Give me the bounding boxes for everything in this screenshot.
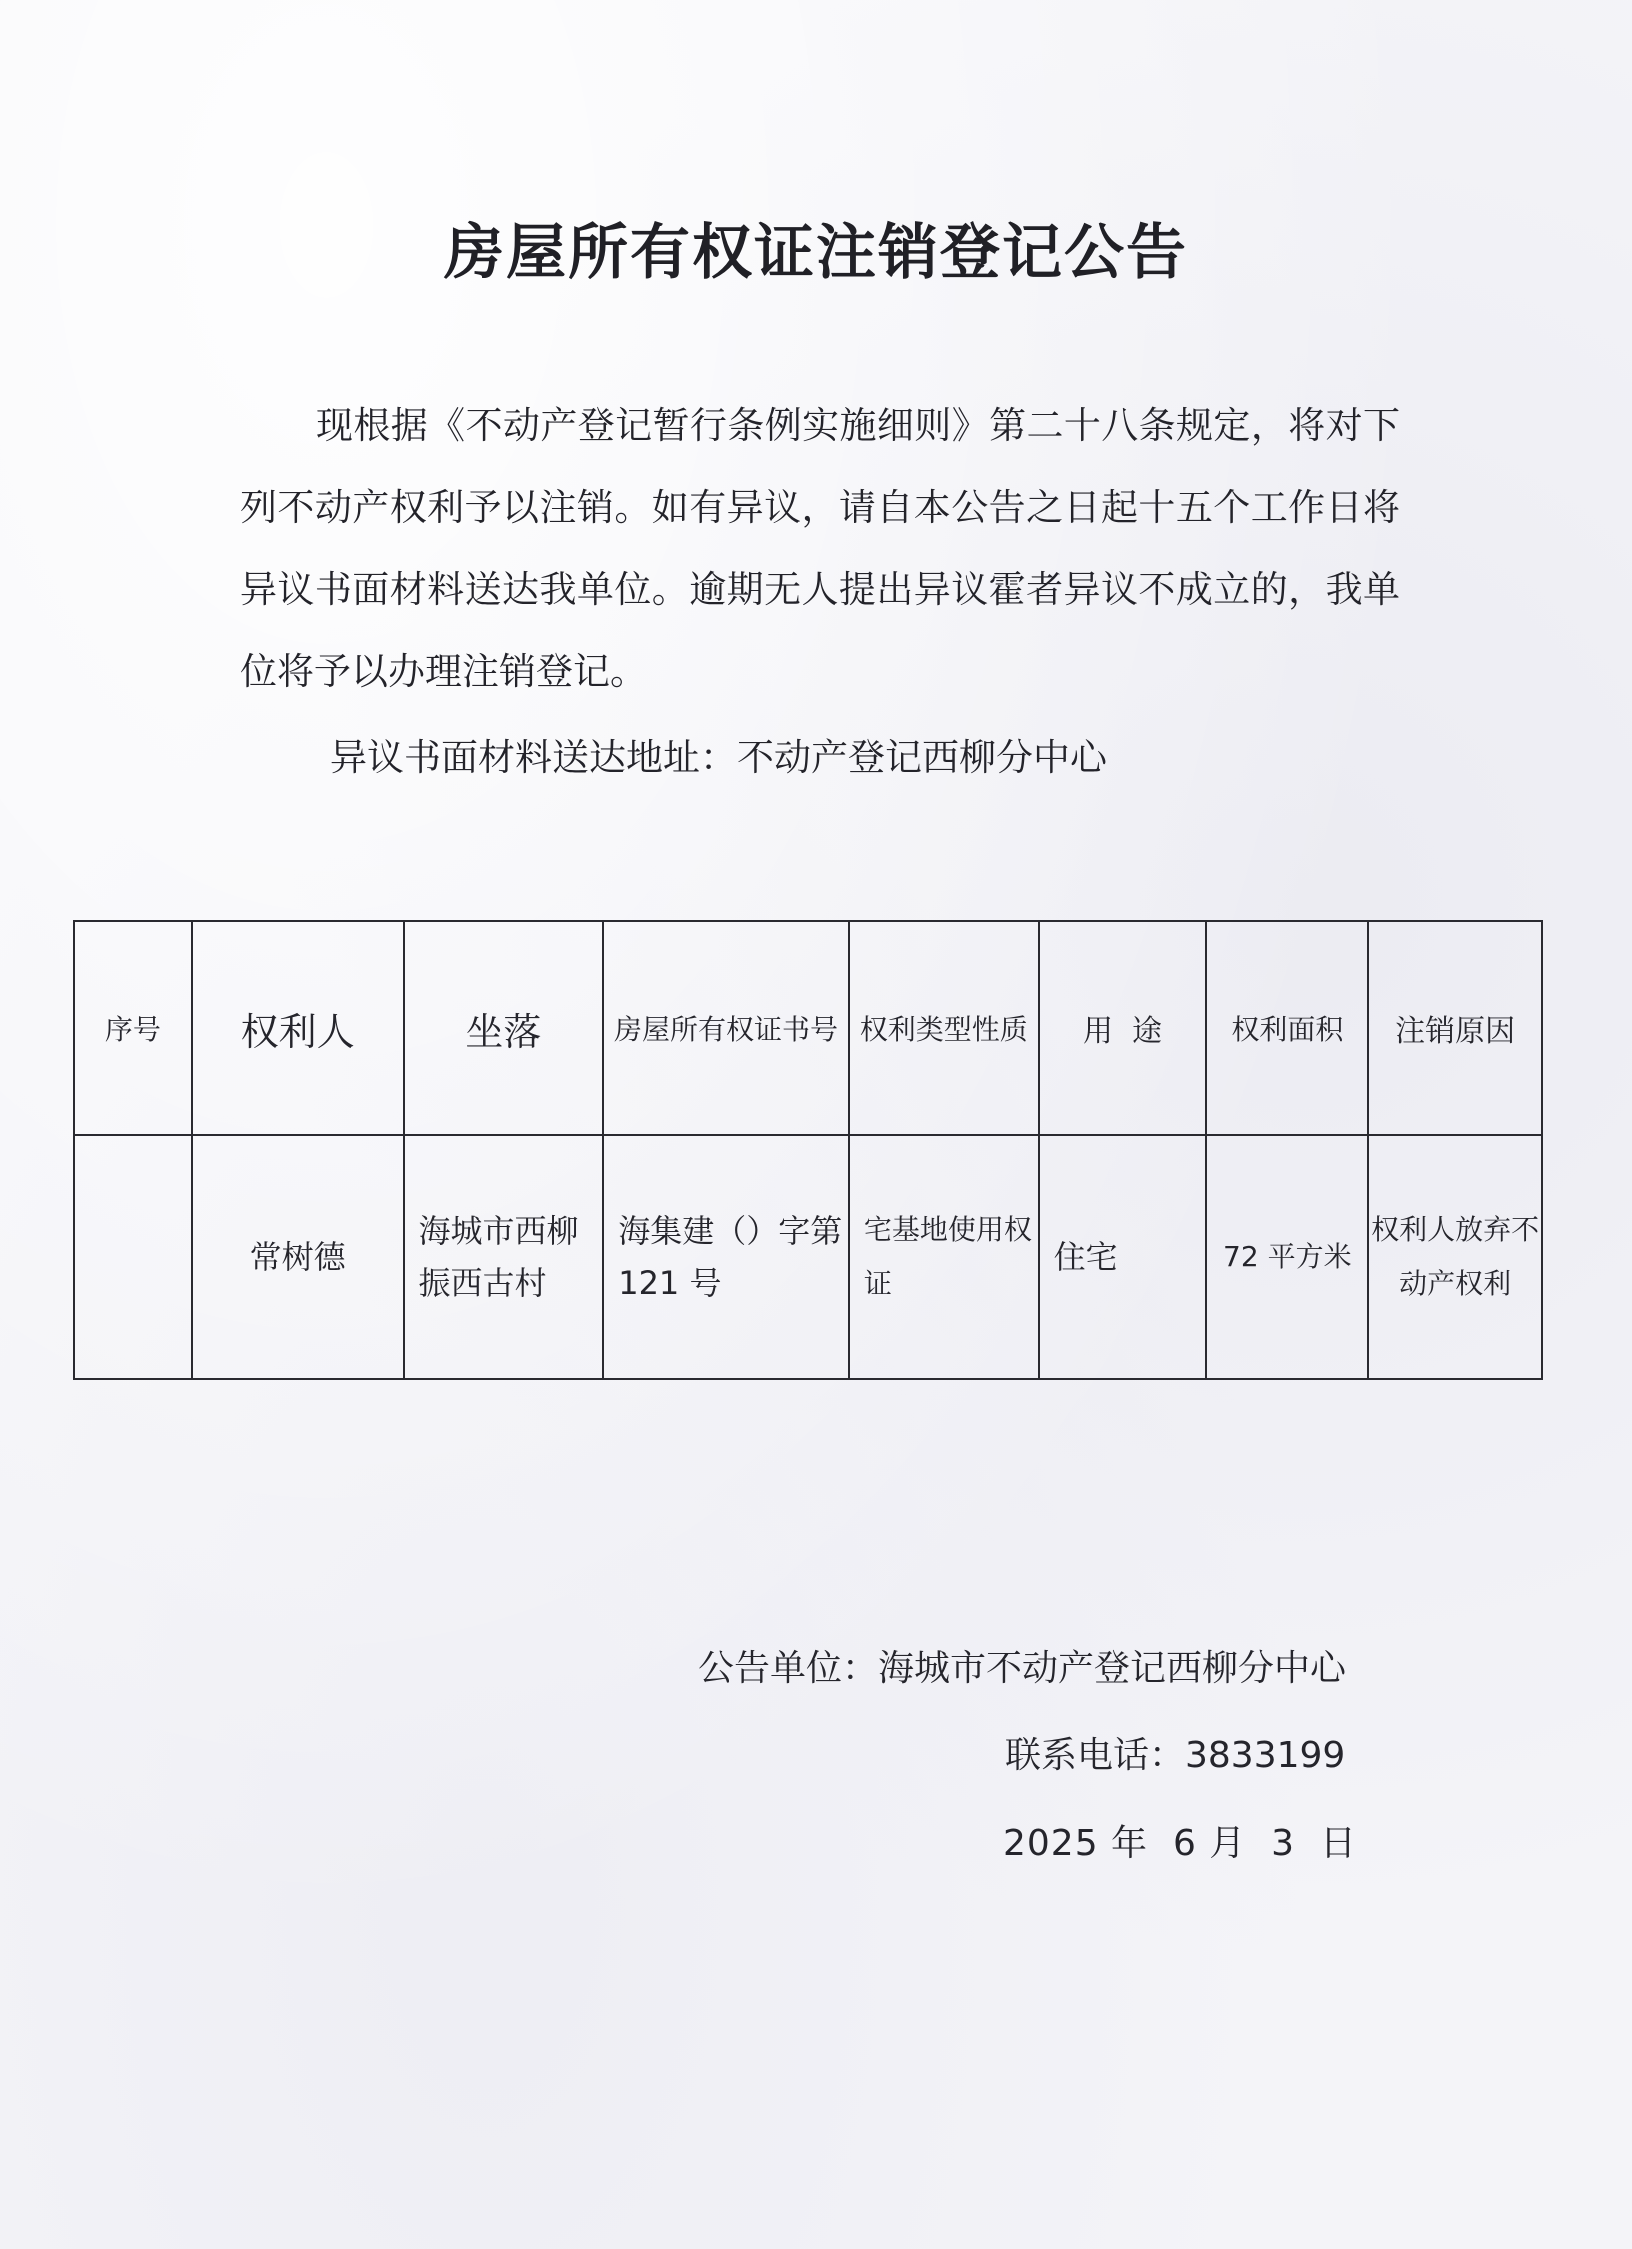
issuing-unit: 公告单位：海城市不动产登记西柳分中心 [698, 1648, 1347, 1689]
objection-address: 异议书面材料送达地址：不动产登记西柳分中心 [330, 736, 1107, 779]
cell-certificate: 海集建（）字第 121 号 [603, 1135, 849, 1379]
header-usage: 用 途 [1039, 921, 1207, 1135]
contact-phone: 联系电话：3833199 [1005, 1735, 1346, 1776]
cell-holder: 常树德 [192, 1135, 404, 1379]
table-header-row [74, 921, 1542, 1135]
header-certificate: 房屋所有权证书号 [603, 921, 849, 1135]
cell-usage: 住宅 [1039, 1135, 1207, 1379]
header-reason: 注销原因 [1368, 921, 1542, 1135]
header-holder: 权利人 [192, 921, 404, 1135]
notice-date: 2025 年 6 月 3 日 [1003, 1823, 1357, 1864]
document-title: 房屋所有权证注销登记公告 [444, 218, 1188, 288]
notice-body [240, 385, 1400, 799]
cell-location: 海城市西柳振西古村 [404, 1135, 604, 1379]
notice-paragraph: 现根据《不动产登记暂行条例实施细则》第二十八条规定，将对下列不动产权利予以注销。如有异议，请自本公告之日起十五个工作日将异议书面材料送达我单位。逾期无人提出异议霍者异议不成立的，我单位将予以办理注销登记。 [240, 404, 1400, 693]
header-index: 序号 [74, 921, 192, 1135]
cell-index [74, 1135, 192, 1379]
header-area: 权利面积 [1206, 921, 1368, 1135]
header-right-type: 权利类型性质 [849, 921, 1039, 1135]
cell-right-type: 宅基地使用权证 [849, 1135, 1039, 1379]
header-location: 坐落 [404, 921, 604, 1135]
cell-reason: 权利人放弃不动产权利 [1368, 1135, 1542, 1379]
table-row [74, 1135, 1542, 1379]
cancellation-table [73, 920, 1543, 1380]
cell-area: 72 平方米 [1206, 1135, 1368, 1379]
